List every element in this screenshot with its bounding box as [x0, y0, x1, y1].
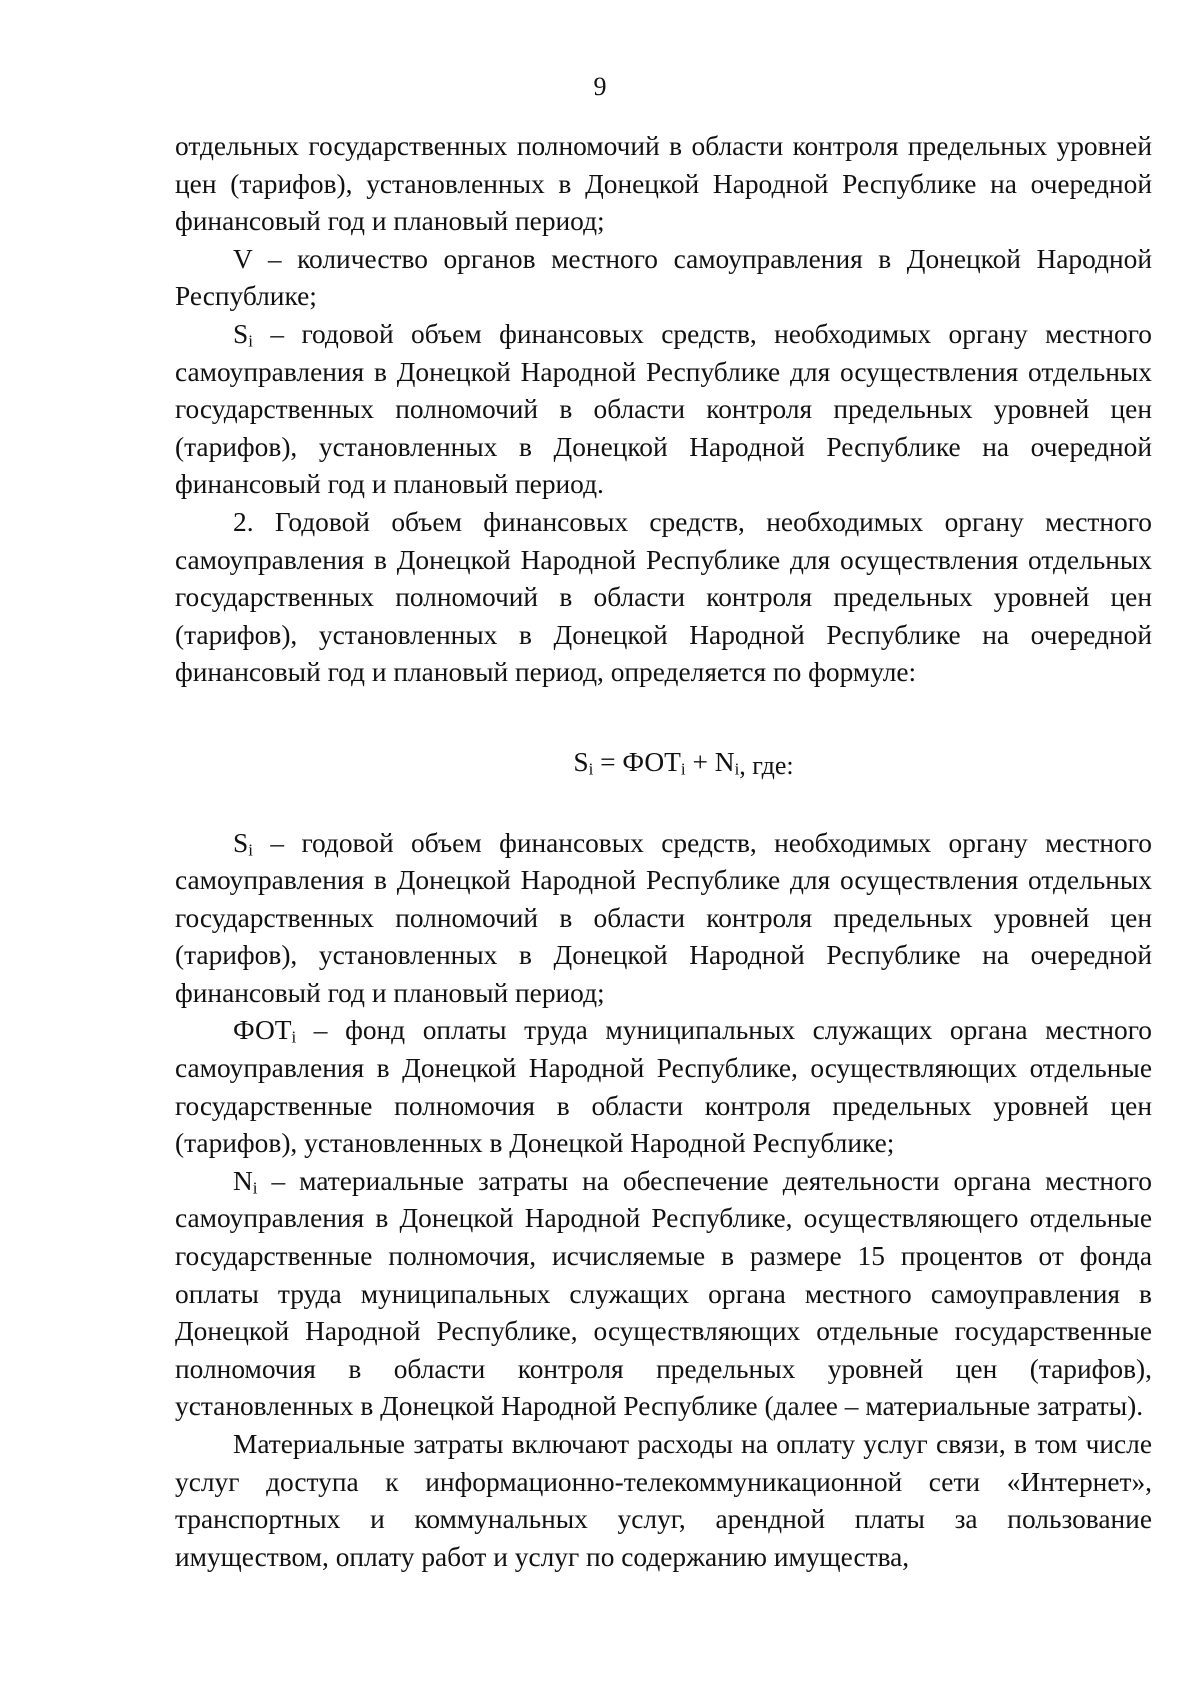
- formula-where: , где:: [739, 751, 794, 781]
- formula-n: + N: [685, 746, 735, 777]
- si-subscript: i: [248, 331, 253, 351]
- def-si-text: – годовой объем финансовых средств, необходимых органу местного самоуправления в Донецкой Народной Республике для осуществления отдельных государственных полномочий в области контроля предельных уровней цен (тарифов), установленных в Донецкой Народной Республике на очередной финансовый год и плановый период;: [175, 827, 1152, 1008]
- paragraph-si-definition: [175, 316, 1152, 504]
- def-si-symbol: S: [233, 827, 249, 858]
- paragraph-item-2: 2. Годовой объем финансовых средств, необходимых органу местного самоуправления в Донецкой Народной Республике для осуществления отдельных государственных полномочий в области контроля предельных уровней цен (тарифов), установленных в Донецкой Народной Республике на очередной финансовый год и плановый период, определяется по формуле:: [175, 506, 1152, 688]
- paragraph-material-costs: Материальные затраты включают расходы на оплату услуг связи, в том числе услуг доступа к информационно-телекоммуникационной сети «Интернет», транспортных и коммунальных услуг, арендной платы за пользование имуществом, оплату работ и услуг по содержанию имущества,: [175, 1429, 1152, 1572]
- def-fot-symbol: ФОТ: [233, 1015, 292, 1046]
- definition-ni: [175, 1163, 1152, 1426]
- def-fot-subscript: i: [291, 1028, 297, 1048]
- definition-foti: [175, 1012, 1152, 1162]
- def-fot-text: – фонд оплаты труда муниципальных служащих органа местного самоуправления в Донецкой Народной Республике, осуществляющих отдельные государственные полномочия в области контроля предельных уровней цен (тарифов), установленных в Донецкой Народной Республике;: [175, 1015, 1152, 1159]
- si-definition-text: – годовой объем финансовых средств, необходимых органу местного самоуправления в Донецкой Народной Республике для осуществления отдельных государственных полномочий в области контроля предельных уровней цен (тарифов), установленных в Донецкой Народной Республике на очередной финансовый год и плановый период.: [175, 318, 1152, 500]
- formula-expression: [573, 747, 739, 777]
- def-si-subscript: i: [248, 840, 253, 860]
- formula-s-subscript: i: [588, 759, 594, 779]
- formula-s: S: [573, 746, 589, 777]
- formula-n-subscript: i: [734, 759, 740, 779]
- si-symbol: S: [233, 318, 249, 349]
- paragraph-continuation: отдельных государственных полномочий в области контроля предельных уровней цен (тарифов), установленных в Донецкой Народной Республике на очередной финансовый год и плановый период;: [175, 131, 1152, 237]
- paragraph-v-definition: V – количество органов местного самоуправления в Донецкой Народной Республике;: [175, 243, 1152, 312]
- document-body: [175, 128, 1152, 1576]
- formula-fot-subscript: i: [680, 759, 686, 779]
- page-number: 9: [593, 72, 607, 101]
- def-n-text: – материальные затраты на обеспечение деятельности органа местного самоуправления в Донецкой Народной Республике, осуществляющего отдельные государственные полномочия, исчисляемые в размере 15 процентов от фонда оплаты труда муниципальных служащих органа местного самоуправления в Донецкой Народной Республике, осуществляющих отдельные государственные полномочия в области контроля предельных уровней цен (тарифов), установленных в Донецкой Народной Республике (далее – материальные затраты).: [175, 1165, 1152, 1422]
- def-n-symbol: N: [233, 1165, 253, 1196]
- definition-si: [175, 825, 1152, 1013]
- formula: [175, 744, 1152, 782]
- formula-fot: = ФОТ: [593, 746, 681, 777]
- def-n-subscript: i: [252, 1178, 258, 1198]
